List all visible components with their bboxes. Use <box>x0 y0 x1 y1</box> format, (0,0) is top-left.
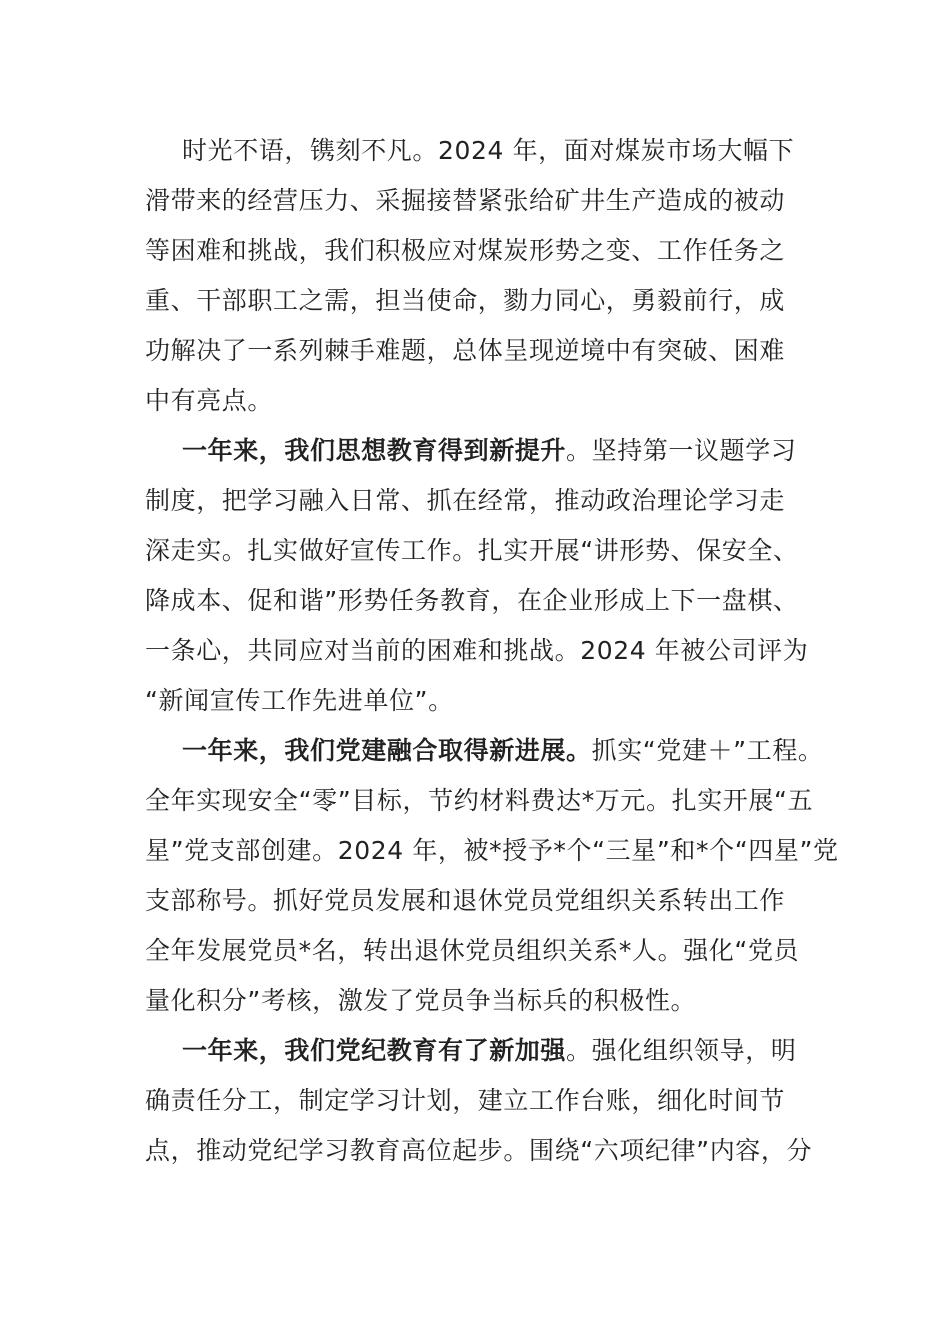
text-line <box>145 726 824 776</box>
text-line: 制度，把学习融入日常、抓在经常，推动政治理论学习走 <box>145 486 786 515</box>
text-line: 降成本、促和谐”形势任务教育，在企业形成上下一盘棋、 <box>145 586 799 615</box>
text-line: 中有亮点。 <box>145 386 274 415</box>
paragraph-lead: 一年来，我们党建融合取得新进展。 <box>182 736 592 765</box>
text-line: 全年发展党员*名，转出退休党员组织关系*人。强化“党员 <box>145 936 800 965</box>
paragraph-text: 。坚持第一议题学习 <box>566 436 797 465</box>
paragraph-discipline-education <box>145 1026 811 1176</box>
text-line: 一条心，共同应对当前的困难和挑战。2024 年被公司评为 <box>145 636 809 665</box>
text-line <box>145 1026 811 1076</box>
text-line: “新闻宣传工作先进单位”。 <box>145 686 454 715</box>
text-line: 点，推动党纪学习教育高位起步。围绕“六项纪律”内容，分 <box>145 1136 813 1165</box>
text-line: 确责任分工，制定学习计划，建立工作台账，细化时间节 <box>145 1086 786 1115</box>
paragraph-ideological-education <box>145 426 811 726</box>
paragraph-lead: 一年来，我们党纪教育有了新加强 <box>182 1036 567 1065</box>
text-line <box>145 426 811 476</box>
paragraph-text: 抓实“党建＋”工程。 <box>591 736 824 765</box>
paragraph-text: 。强化组织领导，明 <box>566 1036 797 1065</box>
paragraph-opening <box>145 126 811 426</box>
text-line: 滑带来的经营压力、采掘接替紧张给矿井生产造成的被动 <box>145 186 786 215</box>
text-line: 全年实现安全“零”目标，节约材料费达*万元。扎实开展“五 <box>145 786 814 815</box>
document-body <box>145 126 839 1176</box>
text-line: 重、干部职工之需，担当使命，勠力同心，勇毅前行，成 <box>145 286 786 315</box>
text-line: 时光不语，镌刻不凡。2024 年，面对煤炭市场大幅下 <box>182 136 795 165</box>
text-line: 深走实。扎实做好宣传工作。扎实开展“讲形势、保安全、 <box>145 536 799 565</box>
paragraph-party-building <box>145 726 839 1026</box>
text-line: 功解决了一系列棘手难题，总体呈现逆境中有突破、困难 <box>145 336 786 365</box>
text-line: 量化积分”考核，激发了党员争当标兵的积极性。 <box>145 986 697 1015</box>
text-line: 等困难和挑战，我们积极应对煤炭形势之变、工作任务之 <box>145 236 786 265</box>
paragraph-lead: 一年来，我们思想教育得到新提升 <box>182 436 567 465</box>
text-line: 支部称号。抓好党员发展和退休党员党组织关系转出工作 <box>145 886 786 915</box>
text-line: 星”党支部创建。2024 年，被*授予*个“三星”和*个“四星”党 <box>145 836 839 865</box>
